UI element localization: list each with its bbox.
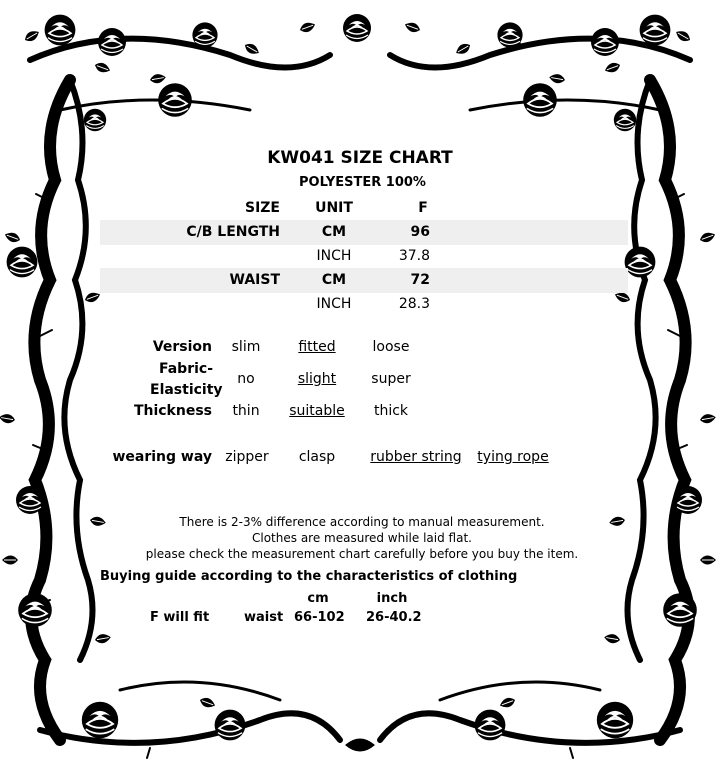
buying-guide-inch-header: inch [376,591,408,606]
material-label: POLYESTER 100% [299,175,426,190]
row-unit: INCH [316,296,352,312]
elasticity-label-line2: Elasticity [150,382,223,398]
row-unit: INCH [316,248,352,264]
size-header: SIZE [244,200,280,216]
row-label: C/B LENGTH [186,224,280,240]
row-value: 96 [410,224,430,240]
fit-body-part: waist [244,610,284,625]
fit-label: F will fit [150,610,210,625]
size-chart-title: KW041 SIZE CHART [267,148,453,168]
row-unit: CM [321,272,347,288]
measurement-note: Clothes are measured while laid flat. [252,531,472,545]
elasticity-label-line1: Fabric- [158,361,214,377]
buying-guide-title: Buying guide according to the characteristics of clothing [100,569,518,584]
measurement-note: please check the measurement chart carefully before you buy the item. [145,547,579,561]
wearing-way-label: wearing way [112,449,212,465]
fit-inch-range: 26-40.2 [366,610,422,625]
elasticity-option: no [237,371,255,387]
buying-guide-cm-header: cm [307,591,329,606]
wearing-way-option: clasp [298,449,336,465]
version-option-selected: fitted [298,339,336,355]
version-option: slim [231,339,261,355]
thickness-option-selected: suitable [289,403,345,419]
wearing-way-option-selected: tying rope [477,449,549,465]
unit-header: UNIT [315,200,353,216]
row-unit: CM [321,224,347,240]
thickness-label: Thickness [133,403,212,419]
row-value: 72 [410,272,430,288]
wearing-way-option: zipper [225,449,269,465]
elasticity-option-selected: slight [297,371,337,387]
elasticity-option: super [371,371,411,387]
row-value: 37.8 [398,248,430,264]
f-header: F [418,200,428,216]
wearing-way-option-selected: rubber string [370,449,462,465]
fit-cm-range: 66-102 [294,610,345,625]
version-option: loose [372,339,410,355]
thickness-option: thick [373,403,409,419]
version-label: Version [152,339,212,355]
measurement-note: There is 2-3% difference according to manual measurement. [179,515,545,529]
row-value: 28.3 [398,296,430,312]
thickness-option: thin [232,403,260,419]
row-label: WAIST [229,272,280,288]
